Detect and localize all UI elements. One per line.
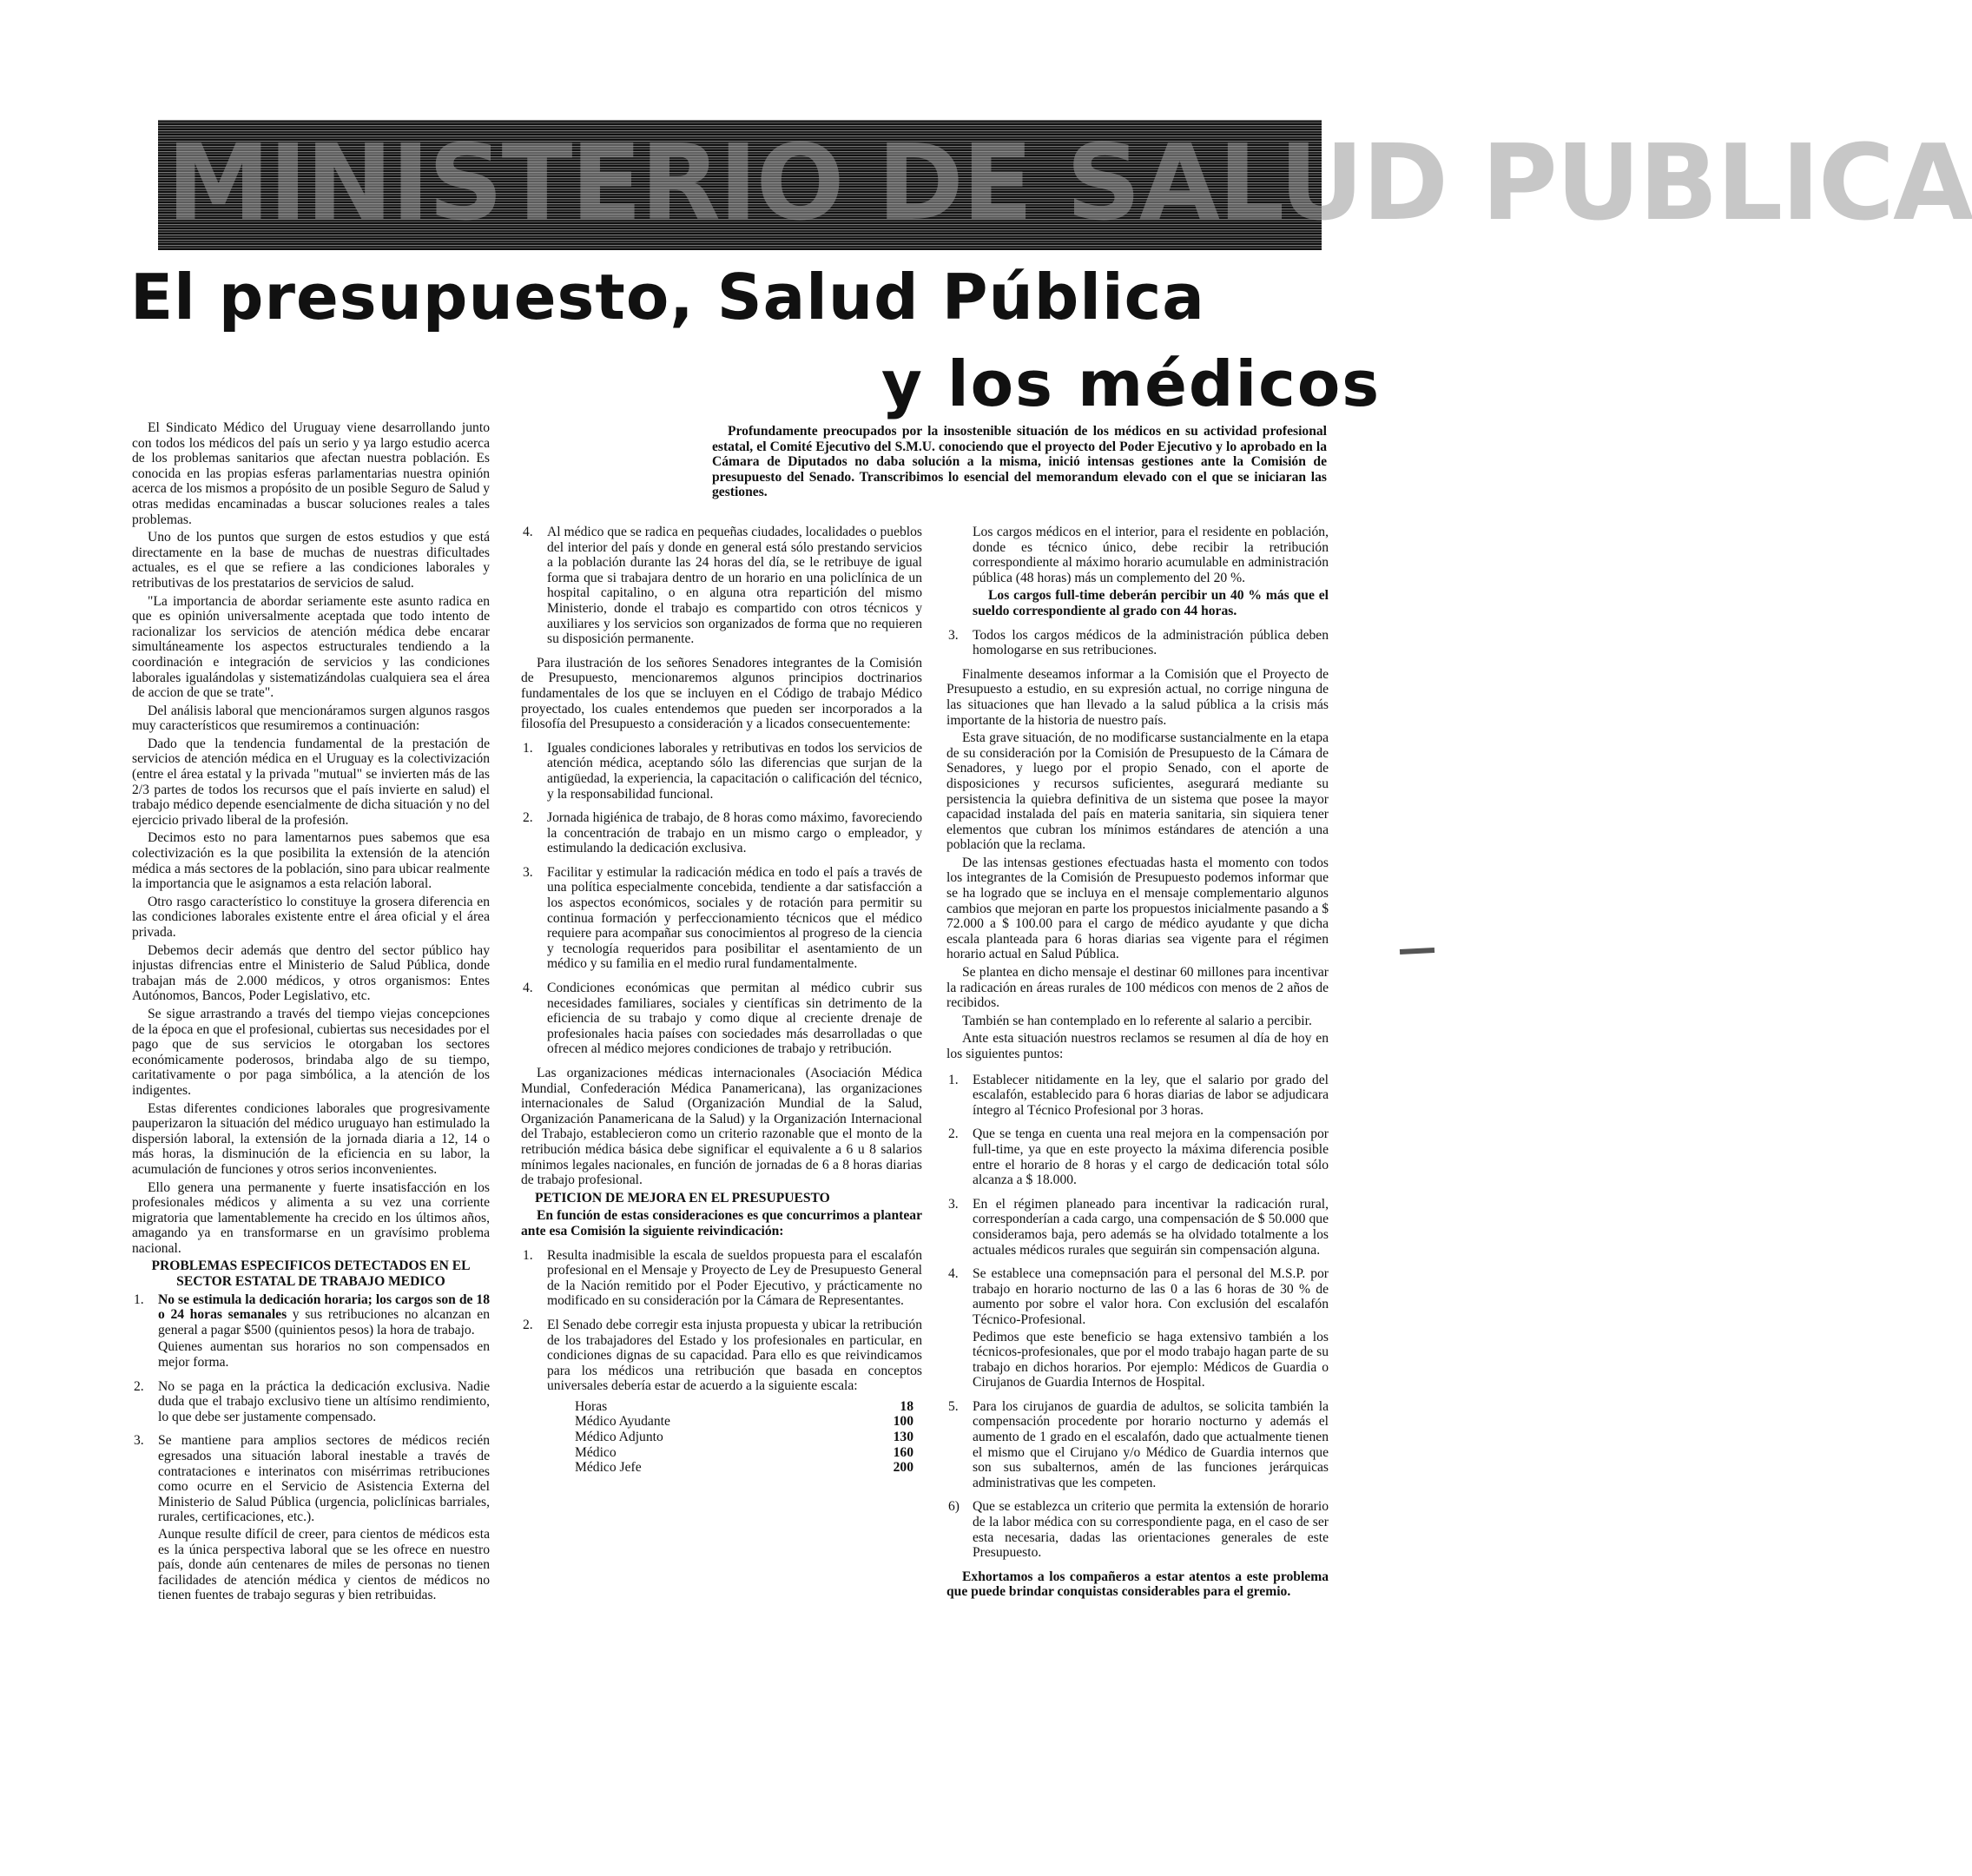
list-item: [946, 1126, 1329, 1187]
intro-paragraph: Profundamente preocupados por la insostenible situación de los médicos en su actividad profesional estatal, el Comité Ejecutivo del S.M.U. conociendo que el proyecto del Poder Ejecutivo y lo aprobado en la Cámara de Diputados no daba solución a la misma, inició intensas gestiones ante la Comisión de presupuesto del Senado. Transcribimos lo esencial del memorandum elevado con el que se iniciaran las gestiones.: [712, 424, 1327, 500]
item-text: Condiciones económicas que permitan al médico cubrir sus necesidades familiares, sociales y científicas sin detrimento de la eficiencia de su trabajo y como dique al creciente drenaje de profesionales hacia países con sociedades más desarrolladas o que ofrecen al médico mejores condiciones de trabajo y retribución.: [547, 981, 922, 1057]
scale-label: Médico Jefe: [575, 1460, 642, 1476]
item-text: Se mantiene para amplios sectores de médicos recién egresados una situación laboral inestable a través de contrataciones e interinatos con misérrimas retribuciones como ocurre en el Servicio de Asistencia Externa del Ministerio de Salud Pública (urgencia, policlínicas barriales, rurales, certificaciones, etc.).: [158, 1433, 490, 1525]
item-text: Resulta inadmisible la escala de sueldos propuesta para el escalafón profesional en el Mensaje y Proyecto de Ley de Presupuesto General de la Nación remitido por el Poder Ejecutivo, y prácticamente no modificado en su consideración por la Cámara de Representantes.: [547, 1247, 922, 1309]
paragraph: Dado que la tendencia fundamental de la prestación de servicios de atención médica en el Uruguay es la colectivización (entre el área estatal y la privada "mutual" se invierten más de las 2/3 partes de todos los recursos que el país invierte en salud) el trabajo médico depende esencialmente de dicha situación y no del ejercicio privado liberal de la profesión.: [132, 736, 490, 828]
item-text: En el régimen planeado para incentivar la radicación rural, corresponderían a cada cargo, una compensación de $ 50.000 que consideramos baja, pero además se ha olvidado totalmente a los actuales médicos rurales que seguirán sin compensación alguna.: [973, 1196, 1329, 1258]
list-item: [132, 1292, 490, 1371]
scale-value: 160: [893, 1444, 913, 1460]
scan-smudge: [1400, 948, 1434, 955]
item-number: 1.: [523, 740, 533, 756]
item-number: 1.: [134, 1291, 144, 1307]
paragraph: Otro rasgo característico lo constituye la grosera diferencia en las condiciones laborales existente entre el área oficial y el área privada.: [132, 894, 490, 940]
requests-list: [521, 1248, 922, 1476]
section-heading: PROBLEMAS ESPECIFICOS DETECTADOS EN EL SECTOR ESTATAL DE TRABAJO MEDICO: [151, 1258, 471, 1290]
table-row: [575, 1430, 913, 1445]
section-banner: [158, 120, 1972, 250]
paragraph: El Sindicato Médico del Uruguay viene desarrollando junto con todos los médicos del país un serio y ya largo estudio acerca de los problemas sanitarios que afectan nuestra población. Es conocida en las propias esferas parlamentarias nuestra opinión acerca de los mismos a propósito de un posible Seguro de Salud y otras medidas encaminadas a buscar soluciones reales a tales problemas.: [132, 420, 490, 527]
paragraph: Para ilustración de los señores Senadores integrantes de la Comisión de Presupuesto, mencionaremos algunos principios doctrinarios fundamentales de los que se incluyen en el Código de trabajo Médico proyectado, los cuales entendemos que pueden ser incorporados a la filosofía del Presupuesto a consideración y a licados consecuentemente:: [521, 655, 922, 732]
scale-label: Horas: [575, 1398, 608, 1414]
list-item: [946, 1499, 1329, 1560]
item-4-list: [521, 525, 922, 647]
item-number: 3.: [134, 1433, 144, 1449]
paragraph: Los cargos full-time deberán percibir un 40 % más que el sueldo correspondiente al grado con 44 horas.: [973, 588, 1329, 618]
item-text: y sus retribuciones no alcanzan en general a pagar $500 (quinientos pesos) la hora de trabajo.: [158, 1307, 490, 1338]
list-item: [946, 1399, 1329, 1491]
scale-label: Médico Ayudante: [575, 1414, 670, 1430]
table-row: [575, 1414, 913, 1430]
item-number: 2.: [134, 1378, 144, 1394]
item-number: 4.: [523, 981, 533, 996]
item-text: Al médico que se radica en pequeñas ciudades, localidades o pueblos del interior del país y donde en general está sólo prestando servicios a la población durante las 24 horas del día, se le retribuye de igual forma que si trabajara dentro de un horario en una policlínica de un hospital capitalino, o en alguna otra repartición del mismo Ministerio, donde el trabajo es compartido con otros técnicos y auxiliares y los servicios son organizados de forma que no requieren su disposición permanente.: [547, 525, 922, 647]
column-2: [521, 525, 922, 1484]
paragraph: Estas diferentes condiciones laborales que progresivamente pauperizaron la situación del médico uruguayo han estimulado la dispersión laboral, la extensión de la jornada diaria a 12, 14 o más horas, la disminución de la eficiencia en su labor, la acumulación de funciones y otros serios inconvenientes.: [132, 1100, 490, 1177]
item-number: 6): [948, 1499, 960, 1515]
paragraph: Debemos decir además que dentro del sector público hay injustas difrencias entre el Ministerio de Salud Pública, donde trabajan más de 2.000 médicos, y otros organismos: Entes Autónomos, Bancos, Poder Legislativo, etc.: [132, 942, 490, 1004]
item-text: Que se tenga en cuenta una real mejora en la compensación por full-time, ya que en este proyecto la máxima diferencia posible entre el horario de 8 horas y el cargo de dedicación total sólo alcanza a $ 18.000.: [973, 1126, 1329, 1188]
paragraph: Decimos esto no para lamentarnos pues sabemos que esa colectivización es la que posibilita la extensión de la atención médica a más sectores de la población, sino para ubicar realmente la importancia que le asignamos a esta relación laboral.: [132, 830, 490, 892]
headline-line1: El presupuesto, Salud Pública: [130, 261, 1205, 334]
paragraph: Uno de los puntos que surgen de estos estudios y que está directamente en la base de muchas de nuestras dificultades actuales, es el que se refiere a las condiciones laborales y retributivas de los prestatarios de servicios de salud.: [132, 530, 490, 591]
list-item: [521, 1248, 922, 1309]
item-number: 2.: [523, 1317, 533, 1332]
paragraph: Del análisis laboral que mencionáramos surgen algunos rasgos muy característicos que resumiremos a continuación:: [132, 703, 490, 734]
list-item: [946, 1266, 1329, 1390]
item-text: Todos los cargos médicos de la administración pública deben homologarse en sus retribuciones.: [973, 627, 1329, 658]
scale-value: 18: [900, 1398, 913, 1414]
item-text: Iguales condiciones laborales y retributivas en todos los servicios de atención médica, aceptando sólo las diferencias que surjan de la antigüedad, la experiencia, la capacitación o calificación del técnico, y la responsabilidad funcional.: [547, 740, 922, 802]
list-item: [521, 525, 922, 647]
list-item: [521, 741, 922, 802]
banner-text: MINISTERIO DE SALUD PUBLICA: [167, 123, 1972, 244]
table-row: [575, 1399, 913, 1415]
list-item: [946, 628, 1329, 658]
paragraph: Esta grave situación, de no modificarse sustancialmente en la etapa de su consideración por la Comisión de Presupuesto de la Cámara de Senadores, y luego por el propio Senado, con el aporte de disposiciones y recursos suficientes, asegurará mediante su persistencia la quiebra definitiva de un sistema que posee la mayor capacidad instalada del país en materia sanitaria, sin siquiera tener elementos que cubran los mínimos estándares de atención a una población que la reclama.: [946, 730, 1329, 853]
scale-label: Médico: [575, 1444, 617, 1460]
paragraph: Se plantea en dicho mensaje el destinar 60 millones para incentivar la radicación en áreas rurales de 100 médicos con menos de 2 años de recibidos.: [946, 965, 1329, 1011]
item-text: Para los cirujanos de guardia de adultos, se solicita también la compensación procedente por horario nocturno y además el aumento de 1 grado en el escalafón, dado que actualmente tienen el mismo que el Cirujano y/o Médico de Guardia internos que son sus subalternos, amén de las funciones jerárquicas administrativas que les competen.: [973, 1398, 1329, 1490]
column-3: [946, 525, 1329, 1602]
list-item: [132, 1379, 490, 1425]
paragraph: De las intensas gestiones efectuadas hasta el momento con todos los integrantes de la Comisión de Presupuesto podemos informar que se ha logrado que se incluya en el mensaje complementario algunos cambios que mejoran en parte los propuestos inicialmente pasando a $ 72.000 a $ 100.00 para el cargo de médico ayudante y que dicha escala planteada para 6 horas diarias sea vigente para el régimen horario actual en Salud Pública.: [946, 855, 1329, 962]
paragraph: Finalmente deseamos informar a la Comisión que el Proyecto de Presupuesto a estudio, en su expresión actual, no corrige ninguna de las situaciones que han llevado a la salud pública a la crisis más importante de la historia de nuestro país.: [946, 666, 1329, 728]
item-number: 3.: [948, 627, 959, 643]
item-number: 2.: [948, 1126, 959, 1142]
item-number: 2.: [523, 810, 533, 826]
paragraph: Las organizaciones médicas internacionales (Asociación Médica Mundial, Confederación Médica Panamericana), las organizaciones internacionales de Salud (Organización Mundial de la Salud, Organización Panamericana de la Salud) y la Organización Internacional del Trabajo, establecieron como un criterio razonable que el monto de la retribución médica básica debe significar el equivalente a 6 u 8 salarios mínimos legales nacionales, en función de jornadas de 6 a 8 horas diarias de trabajo profesional.: [521, 1066, 922, 1188]
item-number: 1.: [523, 1247, 533, 1263]
list-item: [521, 981, 922, 1057]
item-3-list: [946, 628, 1329, 658]
list-item: [946, 1073, 1329, 1119]
item-lead: No se estimula la dedicación horaria; los cargos son de 18 o 24 horas semanales: [158, 1291, 490, 1323]
list-item: [132, 1433, 490, 1603]
paragraph: En función de estas consideraciones es que concurrimos a plantear ante esa Comisión la siguiente reivindicación:: [521, 1208, 922, 1239]
paragraph: Ante esta situación nuestros reclamos se resumen al día de hoy en los siguientes puntos:: [946, 1031, 1329, 1061]
list-item: [521, 865, 922, 972]
item-text: Jornada higiénica de trabajo, de 8 horas como máximo, favoreciendo la concentración de trabajo en un mismo cargo o empleador, y estimulando la dedicación exclusiva.: [547, 810, 922, 856]
table-row: [575, 1460, 913, 1476]
scale-value: 100: [893, 1414, 913, 1430]
item-number: 5.: [948, 1398, 959, 1414]
item-number: 4.: [948, 1266, 959, 1282]
item-extra: Quienes aumentan sus horarios no son compensados en mejor forma.: [158, 1339, 490, 1371]
problems-list: [132, 1292, 490, 1603]
item-extra: Pedimos que este beneficio se haga extensivo también a los técnicos-profesionales, que por el modo trabajo hagan parte de su trabajo en dichos horarios. Por ejemplo: Médicos de Guardia o Cirujanos de Guardia Internos de Hospital.: [973, 1329, 1329, 1390]
salary-scale-table: [575, 1399, 913, 1476]
table-row: [575, 1445, 913, 1461]
intro-lead: [712, 424, 1327, 500]
list-item: [521, 810, 922, 856]
item-text: El Senado debe corregir esta injusta propuesta y ubicar la retribución de los trabajadores del Estado y los profesionales en particular, en condiciones dignas de su capacidad. Para ello es que reivindicamos para los médicos una retribución que basada en conceptos universales debería estar de acuerdo a la siguiente escala:: [547, 1317, 922, 1394]
item-text: Facilitar y estimular la radicación médica en todo el país a través de una política especialmente concebida, tendiente a dar satisfacción a los aspectos económicos, sociales y de rotación para permitir su continua formación y perfeccionamiento técnicos que el médico requiere para acompañar sus conocimientos al progreso de la ciencia y tecnología requeridos para posibilitar el asentamiento de un médico y su familia en el medio rural fundamentalmente.: [547, 864, 922, 972]
column-1: [132, 420, 490, 1612]
list-item: [521, 1318, 922, 1476]
scale-label: Médico Adjunto: [575, 1430, 663, 1445]
paragraph: También se han contemplado en lo referente al salario a percibir.: [962, 1013, 1312, 1028]
section-heading: PETICION DE MEJORA EN EL PRESUPUESTO: [535, 1190, 830, 1206]
item-text: Se establece una comepnsación para el personal del M.S.P. por trabajo en horario nocturno de las 0 a las 6 horas de 30 % de aumento por sobre el valor hora. Con exclusión del escalafón Técnico-Profesional.: [973, 1266, 1329, 1327]
closing-paragraph: Exhortamos a los compañeros a estar atentos a este problema que puede brindar conquistas considerables para el gremio.: [946, 1569, 1329, 1600]
item-number: 1.: [948, 1072, 959, 1087]
paragraph: Se sigue arrastrando a través del tiempo viejas concepciones de la época en que el profesional, cubiertas sus necesidades por el pago que de sus servicios le otorgaban los sectores económicamente poderosos, brindaba algo de su tiempo, caritativamente o por paga simbólica, a la atención de los indigentes.: [132, 1006, 490, 1098]
paragraph: "La importancia de abordar seriamente este asunto radica en que es opinión universalmente aceptada que todo intento de racionalizar los servicios de atención médica debe encarar simultáneamente los aspectos estructurales tendiendo a la coordinación e integración de servicios y las condiciones laborales igualándolas y sistematizándolas cualquiera sea el área de accion de que se trate".: [132, 593, 490, 701]
item-number: 3.: [948, 1196, 959, 1212]
item-text: Establecer nitidamente en la ley, que el salario por grado del escalafón, establecido para 6 horas diarias de labor se adjudicara íntegro al Técnico Profesional por 3 horas.: [973, 1072, 1329, 1118]
paragraph: Ello genera una permanente y fuerte insatisfacción en los profesionales médicos y alimenta a su vez una corriente migratoria que lamentablemente ha crecido en los últimos años, amagando ya en transformarse en un gravísimo problema nacional.: [132, 1179, 490, 1256]
paragraph: Los cargos médicos en el interior, para el residente en población, donde es técnico único, debe recibir la retribución correspondiente al máximo horario acumulable en administración pública (48 horas) más un complemento del 20 %.: [973, 525, 1329, 585]
headline-line2: y los médicos: [881, 347, 1382, 420]
item-text: No se paga en la práctica la dedicación exclusiva. Nadie duda que el trabajo exclusivo tiene un altísimo rendimiento, lo que debe ser justamente compensado.: [158, 1378, 490, 1424]
scale-value: 130: [893, 1430, 913, 1445]
points-list: [946, 1073, 1329, 1561]
item-number: 3.: [523, 864, 533, 880]
item-extra: Aunque resulte difícil de creer, para cientos de médicos esta es la única perspectiva laboral que se les ofrece en nuestro país, donde aún centenares de miles de personas no tienen facilidades de atención médica y cientos de médicos no tienen fuentes de trabajo seguras y bien retribuidas.: [158, 1526, 490, 1603]
principles-list: [521, 741, 922, 1057]
item-number: 4.: [523, 525, 533, 539]
item-text: Que se establezca un criterio que permita la extensión de horario de la labor médica con su correspondiente paga, en el caso de ser esta necesaria, dadas las orientaciones generales de este Presupuesto.: [973, 1499, 1329, 1561]
scale-value: 200: [893, 1460, 913, 1476]
list-item: [946, 1197, 1329, 1258]
